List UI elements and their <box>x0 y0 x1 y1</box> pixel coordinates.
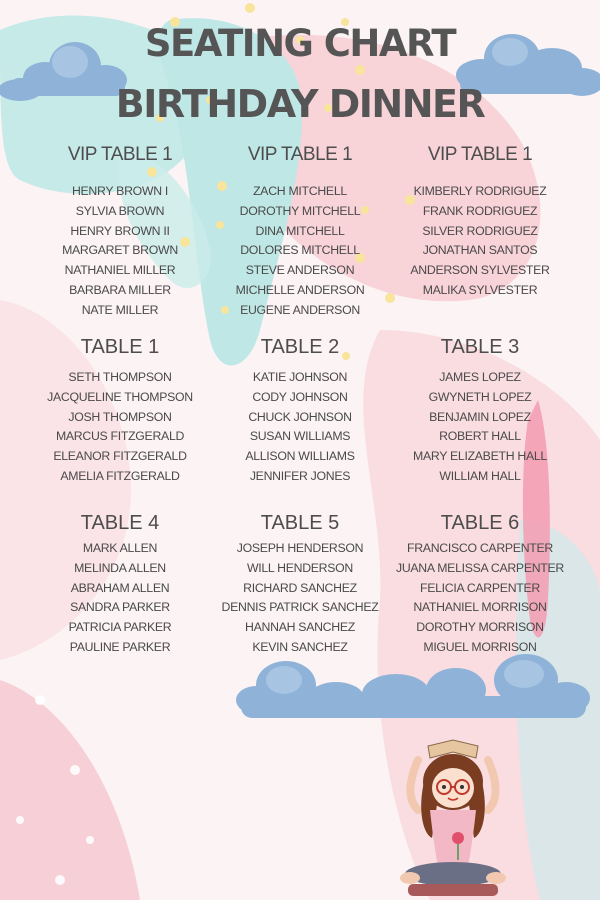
table-name: VIP TABLE 1 <box>67 144 173 165</box>
guest-name: FELICIA CARPENTER <box>420 580 540 595</box>
guest-name: MARGARET BROWN <box>62 243 178 258</box>
guest-name: PATRICIA PARKER <box>68 620 172 635</box>
table-block-vip-3 <box>380 142 580 301</box>
guest-list <box>200 368 400 487</box>
guest-name: BENJAMIN LOPEZ <box>429 409 531 424</box>
table-block-1 <box>20 334 220 487</box>
table-block-vip-1 <box>20 142 220 321</box>
chart-title: SEATING CHART <box>144 22 456 65</box>
table-name: TABLE 6 <box>440 512 520 534</box>
table-name: VIP TABLE 1 <box>427 144 533 165</box>
guest-name: ZACH MITCHELL <box>253 184 347 198</box>
table-name: TABLE 2 <box>260 336 340 358</box>
guest-name: GWYNETH LOPEZ <box>428 389 532 404</box>
guest-name: PAULINE PARKER <box>69 639 171 654</box>
guest-name: EUGENE ANDERSON <box>240 302 360 317</box>
guest-list <box>20 539 220 658</box>
guest-list <box>20 182 220 321</box>
guest-name: JACQUELINE THOMPSON <box>47 389 193 404</box>
guest-name: SUSAN WILLIAMS <box>249 429 351 444</box>
guest-list <box>380 182 580 301</box>
guest-name: SILVER RODRIGUEZ <box>422 223 538 238</box>
table-block-4 <box>20 510 220 658</box>
guest-name: DINA MITCHELL <box>255 223 345 238</box>
table-name: TABLE 1 <box>80 336 160 358</box>
guest-name: DOLORES MITCHELL <box>240 243 360 258</box>
guest-name: MALIKA SYLVESTER <box>422 282 538 297</box>
guest-name: CHUCK JOHNSON <box>248 409 352 424</box>
guest-name: ELEANOR FITZGERALD <box>53 449 187 464</box>
guest-name: KEVIN SANCHEZ <box>252 639 348 654</box>
guest-name: ABRAHAM ALLEN <box>70 580 170 595</box>
table-name: TABLE 4 <box>80 512 160 534</box>
guest-name: NATHANIEL MILLER <box>64 263 176 278</box>
guest-name: ANDERSON SYLVESTER <box>410 263 550 278</box>
guest-name: RICHARD SANCHEZ <box>243 580 357 595</box>
cloud-bottom <box>236 650 592 730</box>
table-name: VIP TABLE 1 <box>247 144 353 165</box>
girl-reading-illustration <box>388 738 518 900</box>
guest-name: SYLVIA BROWN <box>75 203 165 218</box>
guest-list <box>20 368 220 487</box>
guest-name: KATIE JOHNSON <box>252 370 348 384</box>
guest-name: STEVE ANDERSON <box>245 263 355 278</box>
guest-name: MIGUEL MORRISON <box>423 639 537 654</box>
guest-name: JOSEPH HENDERSON <box>236 541 364 555</box>
guest-name: DOROTHY MITCHELL <box>239 203 361 218</box>
guest-name: KIMBERLY RODRIGUEZ <box>413 184 547 198</box>
guest-name: BARBARA MILLER <box>69 282 171 297</box>
guest-name: JAMES LOPEZ <box>439 370 521 384</box>
guest-name: MICHELLE ANDERSON <box>235 282 365 297</box>
guest-name: DOROTHY MORRISON <box>416 620 544 635</box>
table-name: TABLE 5 <box>260 512 340 534</box>
guest-name: FRANCISCO CARPENTER <box>407 541 553 555</box>
guest-name: HENRY BROWN I <box>71 184 169 198</box>
guest-list <box>380 368 580 487</box>
guest-name: CODY JOHNSON <box>252 389 348 404</box>
guest-name: FRANK RODRIGUEZ <box>422 203 538 218</box>
guest-name: MARCUS FITZGERALD <box>55 429 185 444</box>
table-block-3 <box>380 334 580 487</box>
guest-name: JOSH THOMPSON <box>68 409 172 424</box>
table-block-5 <box>200 510 400 658</box>
table-block-vip-2 <box>200 142 400 321</box>
guest-name: JUANA MELISSA CARPENTER <box>395 560 565 575</box>
guest-name: ROBERT HALL <box>439 429 521 444</box>
guest-name: ALLISON WILLIAMS <box>245 449 355 464</box>
guest-list <box>200 182 400 321</box>
guest-name: MARY ELIZABETH HALL <box>413 449 547 464</box>
guest-name: MARK ALLEN <box>82 541 158 555</box>
table-name: TABLE 3 <box>440 336 520 358</box>
guest-name: NATHANIEL MORRISON <box>413 600 547 615</box>
guest-list <box>200 539 400 658</box>
guest-name: HENRY BROWN II <box>70 223 170 238</box>
guest-name: JENNIFER JONES <box>249 468 351 483</box>
guest-name: DENNIS PATRICK SANCHEZ <box>221 600 379 615</box>
table-block-6 <box>380 510 580 658</box>
guest-name: WILL HENDERSON <box>246 560 354 575</box>
guest-list <box>380 539 580 658</box>
guest-name: SANDRA PARKER <box>70 600 170 615</box>
guest-name: JONATHAN SANTOS <box>422 243 538 258</box>
guest-name: WILLIAM HALL <box>439 468 521 483</box>
guest-name: MELINDA ALLEN <box>74 560 166 575</box>
guest-name: AMELIA FITZGERALD <box>60 468 180 483</box>
guest-name: NATE MILLER <box>81 302 159 317</box>
table-block-2 <box>200 334 400 487</box>
event-title: BIRTHDAY DINNER <box>115 82 485 126</box>
guest-name: SETH THOMPSON <box>68 370 172 384</box>
guest-name: HANNAH SANCHEZ <box>245 620 355 635</box>
